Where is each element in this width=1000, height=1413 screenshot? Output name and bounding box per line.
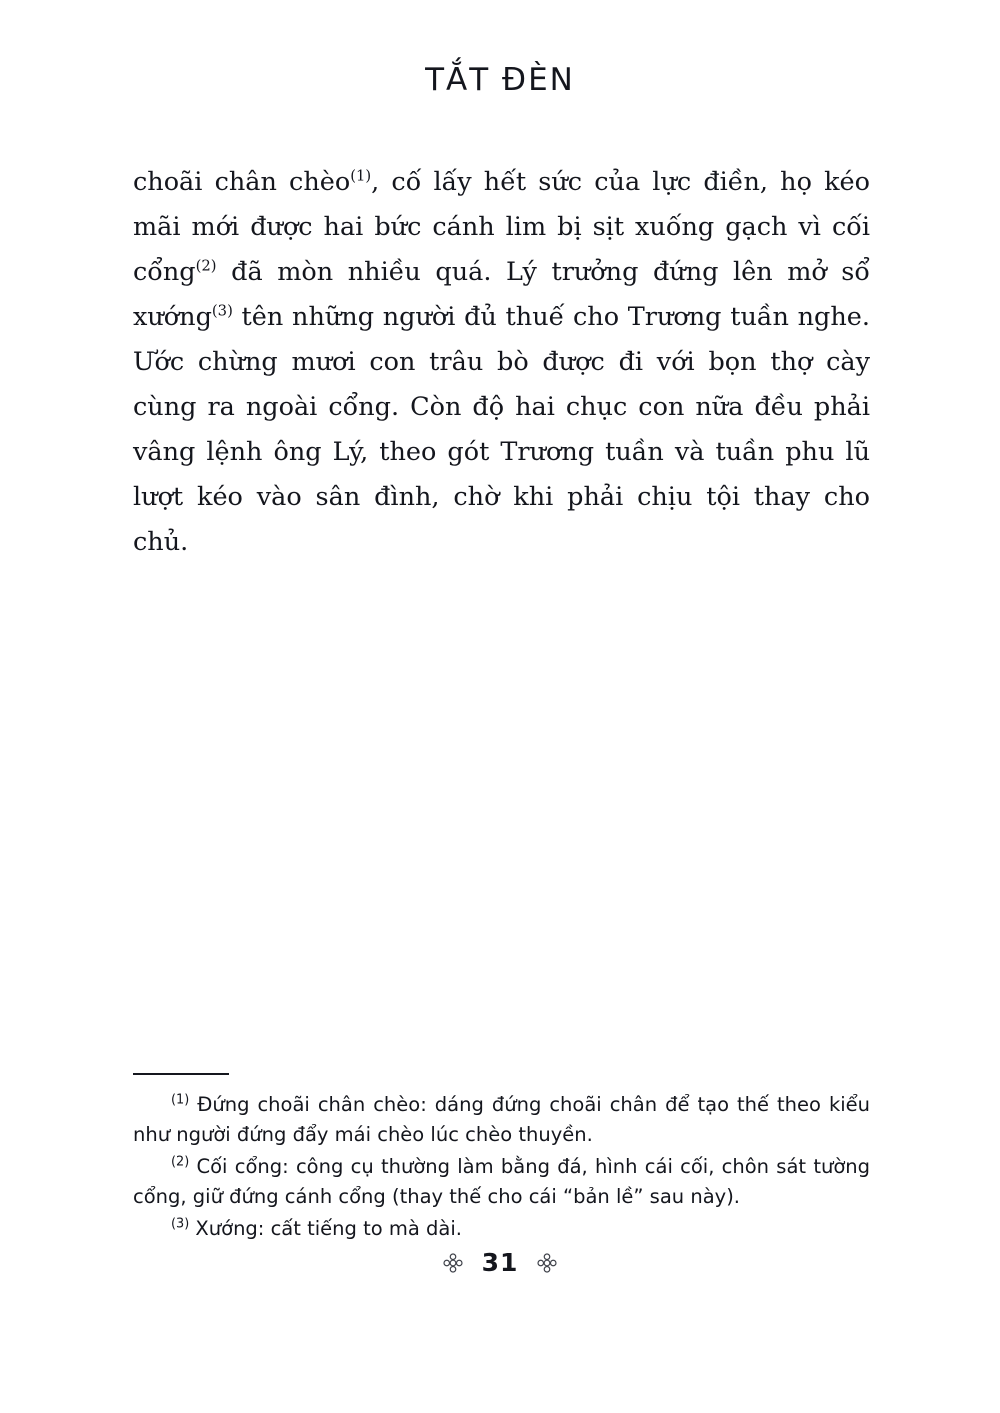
body-text-part-3: đã mòn nhiều quá. Lý trưởng đứng lên mở sổ xướng bbox=[133, 257, 870, 332]
footnote-text: Xướng: cất tiếng to mà dài. bbox=[195, 1217, 462, 1240]
footnote-number: (2) bbox=[171, 1154, 190, 1170]
body-text-part-4: tên những người đủ thuế cho Trương tuần nghe. Ước chừng mươi con trâu bò được đi với bọn thợ cày cùng ra ngoài cổng. Còn độ hai chục con nữa đều phải vâng lệnh ông Lý, theo gót Trương tuần và tuần phu lũ lượt kéo vào sân đình, chờ khi phải chịu tội thay cho chủ. bbox=[133, 302, 870, 557]
footnote-number: (3) bbox=[171, 1216, 190, 1232]
flower-ornament-icon bbox=[536, 1252, 558, 1274]
running-head: TẮT ĐÈN bbox=[425, 62, 575, 98]
body-text-part-2: , cố lấy hết sức của lực điền, họ kéo mãi mới được hai bức cánh lim bị sịt xuống gạch vì cối cổng bbox=[133, 167, 870, 287]
footnote-marker-3[interactable]: (3) bbox=[211, 302, 233, 320]
footnote-marker-2[interactable]: (2) bbox=[195, 257, 217, 275]
footnote-number: (1) bbox=[171, 1092, 190, 1108]
footnote-marker-1[interactable]: (1) bbox=[350, 167, 372, 185]
body-paragraph bbox=[133, 160, 870, 565]
footnote-item bbox=[133, 1152, 870, 1212]
footnote-item bbox=[133, 1214, 870, 1244]
flower-ornament-icon bbox=[442, 1252, 464, 1274]
page-number: 31 bbox=[481, 1248, 519, 1277]
body-text-part-1: choãi chân chèo bbox=[133, 167, 351, 197]
footnote-separator-rule bbox=[133, 1073, 229, 1075]
body-text-block bbox=[133, 160, 870, 565]
footnote-text: Đứng choãi chân chèo: dáng đứng choãi chân để tạo thế theo kiểu như người đứng đẩy mái chèo lúc chèo thuyền. bbox=[133, 1093, 871, 1146]
footnote-text: Cối cổng: công cụ thường làm bằng đá, hình cái cối, chôn sát tường cổng, giữ đứng cánh cổng (thay thế cho cái “bản lề” sau này). bbox=[133, 1155, 871, 1208]
footnote-item bbox=[133, 1090, 870, 1150]
page-footer bbox=[0, 1248, 1000, 1277]
footnotes-block bbox=[133, 1090, 870, 1246]
